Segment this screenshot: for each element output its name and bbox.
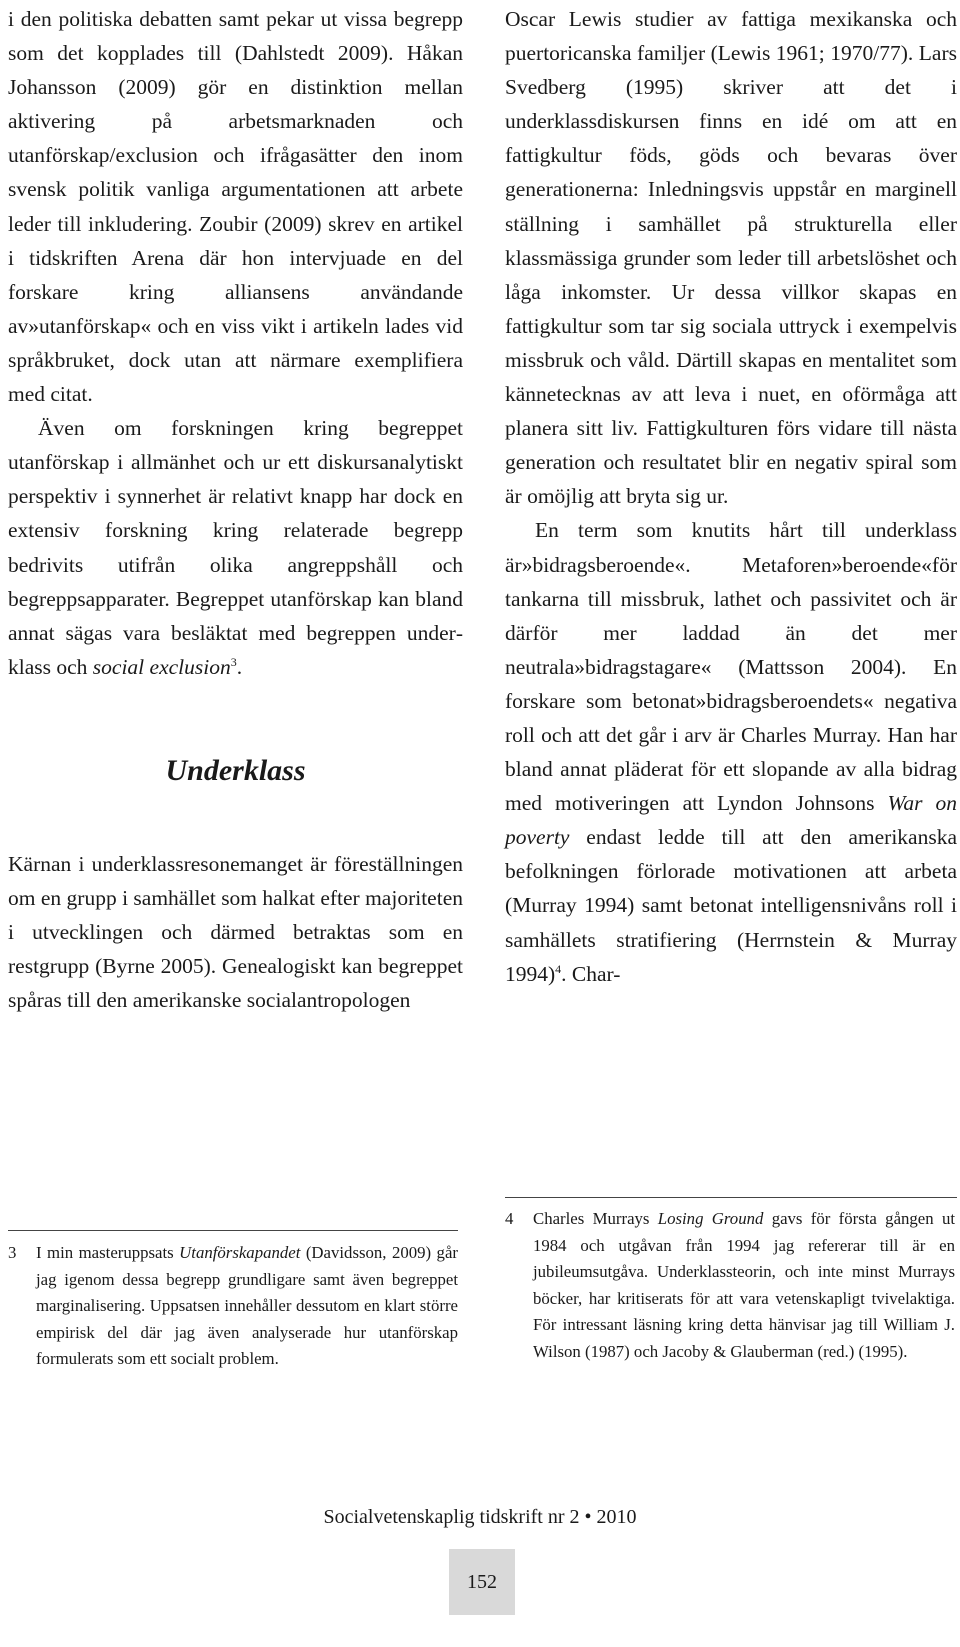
paragraph-text: Även om forskningen kring begreppet utanförskap i allmänhet och ur ett diskursanalytiskt perspektiv i synnerhet är relativt knapp har dock en extensiv forskning kring relaterade begrepp bedrivits utifrån olika angreppshåll och begreppsapparater. Begreppet utanförskap kan bland annat sägas vara besläktat med begreppen underklass och (8, 416, 463, 679)
footnote-3 (8, 1240, 458, 1373)
footnote-text-part: I min masteruppsats (36, 1243, 180, 1262)
footnote-text-part: Charles Murrays (533, 1209, 658, 1228)
journal-title: Socialvetenskaplig tidskrift nr 2 • 2010 (323, 1506, 637, 1528)
italic-term: social exclusion (92, 654, 231, 679)
footnote-number: 4 (505, 1209, 514, 1228)
footnote-ref: 4 (555, 961, 562, 976)
footnote-ref: 3 (230, 654, 237, 669)
italic-term: War on poverty (505, 791, 957, 850)
left-column (8, 2, 463, 1017)
paragraph: Oscar Lewis studier av fattiga mexikanska och puertoricanska familjer (Lewis 1961; 1970/77). Lars Svedberg (1995) skriver att det i underklassdiskursen finns en idé om att en fattigkultur föds, göds och bevaras över generationerna: Inledningsvis uppstår en marginell ställning i samhället på strukturella eller klassmässiga grunder som leder till arbetslöshet och låga inkomster. Ur dessa villkor skapas en fattigkultur som tar sig sociala uttryck i exempelvis missbruk och våld. Därtill skapas en mentalitet som kännetecknas av att leva i nuet, en oförmåga att planera sitt liv. Fattigkulturen förs vidare till nästa generation och resultatet blir en negativ spiral som är omöjlig att bryta sig ur. (505, 7, 957, 509)
footnote-divider (505, 1197, 957, 1198)
footnote-4 (505, 1206, 955, 1365)
italic-title: Utanförskapandet (179, 1243, 301, 1262)
footnote-text-part: gavs för första gången ut 1984 och utgåvan från 1994 jag refererar till är en jubileumsutgåva. Underklassteorin, och inte minst Murrays böcker, har kritiserats för att vara vetenskapligt tvivelaktiga. För intressant läsning kring detta hänvisar jag till William J. Wilson (1987) och Jacoby & Glauberman (red.) (1995). (533, 1209, 956, 1361)
paragraph: i den politiska debatten samt pekar ut vissa begrepp som det kopplades till (Dahlstedt 2009). Håkan Johansson (2009) gör en distinktion mellan aktivering på arbetsmarknaden och utanförskap/exclusion och ifrågasätter den inom svensk politik vanliga argumentationen att arbete leder till inkludering. Zoubir (2009) skrev en artikel i tidskriften Arena där hon intervjuade en del forskare kring alliansens användande av»utanförskap« och en viss vikt i artikeln lades vid språkbruket, dock utan att närmare exemplifiera med citat. (8, 7, 463, 407)
italic-title: Losing Ground (657, 1209, 764, 1228)
page-number: 152 (449, 1549, 515, 1615)
paragraph-text: En term som knutits hårt till underklass är»bidragsberoende«. Metaforen»beroende«för tankarna till missbruk, lathet och passivitet och är därför mer laddad än det mer neutrala»bidragstagare« (Mattsson 2004). En forskare som betonat»bidragsberoendets« negativa roll och att det går i arv är Charles Murray. Han har bland annat pläderat för ett slopande av alla bidrag med motiveringen att Lyndon Johnsons (505, 518, 957, 816)
paragraph (8, 411, 463, 684)
paragraph-end: . Char- (561, 961, 621, 986)
footnote-text (533, 1206, 955, 1365)
footnote-number: 3 (8, 1243, 17, 1262)
right-column (505, 2, 957, 991)
footnote-text-part: (Davidsson, 2009) går jag igenom dessa begrepp grundligare samt även begreppet marginalisering. Uppsatsen innehåller dessutom en klart större empirisk del där jag även analyserade hur utanförskap formulerats som ett socialt problem. (36, 1243, 458, 1368)
footnote-divider (8, 1230, 458, 1231)
section-heading: Underklass (165, 753, 306, 787)
paragraph (505, 513, 957, 990)
paragraph: Kärnan i underklassresonemanget är föreställningen om en grupp i samhället som halkat efter majoriteten i utvecklingen och därmed betraktas som en restgrupp (Byrne 2005). Genealogiskt kan begreppet spåras till den amerikanske socialantropologen (8, 851, 463, 1013)
paragraph-text: endast ledde till att den amerikanska befolkningen förlorade motivationen att arbeta (Murray 1994) samt betonat intelligensnivåns roll i samhällets stratifiering (Herrnstein & Murray 1994) (505, 825, 957, 986)
footnote-text (36, 1240, 458, 1373)
paragraph-end: . (236, 654, 243, 679)
